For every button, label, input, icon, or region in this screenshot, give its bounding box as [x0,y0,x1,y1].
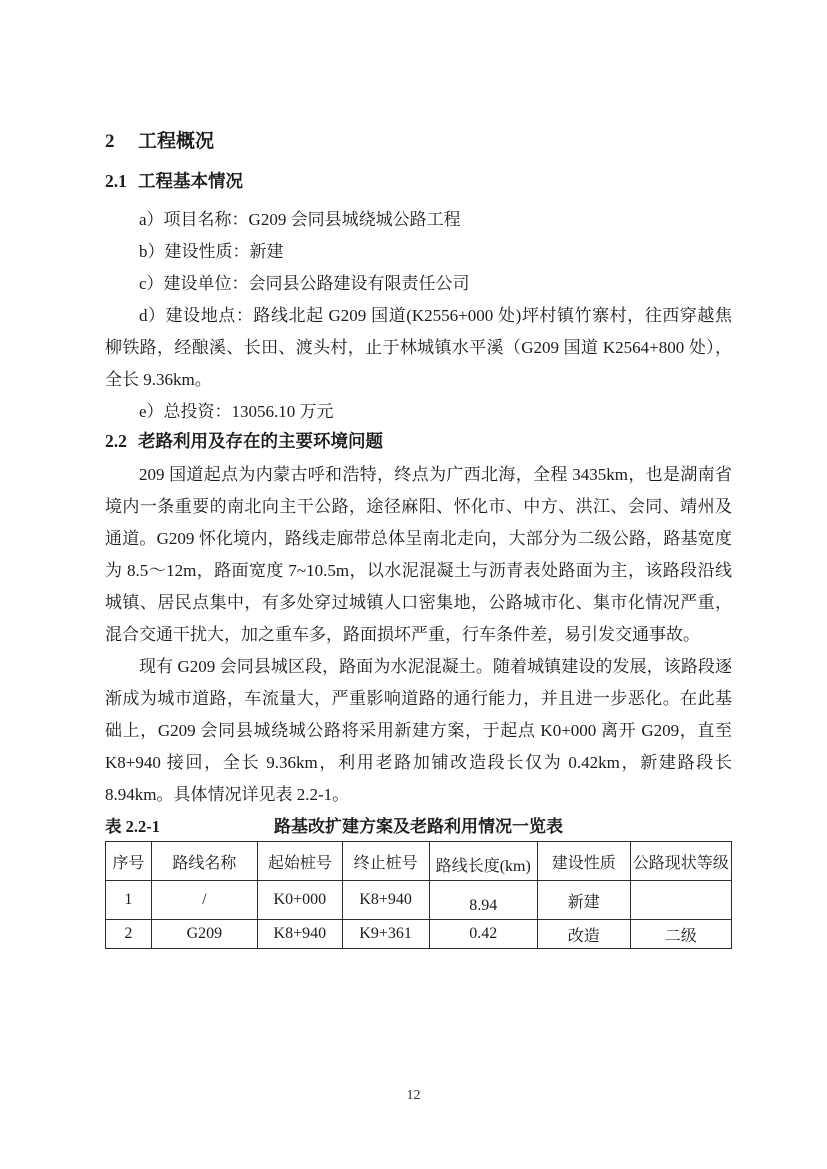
table-row [106,920,732,949]
page-content [105,128,732,949]
table-cell-end-stake: K8+940 [342,881,429,920]
list-item-d: d）建设地点：路线北起 G209 国道(K2556+000 处)坪村镇竹寨村，往西穿越焦柳铁路，经酿溪、长田、渡头村，止于林城镇水平溪（G209 国道 K2564+800 处），全长 9.36km。 [105,306,732,389]
table-cell-start-stake: K0+000 [258,881,343,920]
table-cell-seq: 1 [106,881,152,920]
table-header-construction-type: 建设性质 [537,842,630,881]
table-caption [105,815,732,839]
list-item-e: e）总投资：13056.10 万元 [139,402,334,421]
list-item-c: c）建设单位：会同县公路建设有限责任公司 [139,274,470,293]
table-header-current-grade: 公路现状等级 [630,842,731,881]
page-number: 12 [406,1088,421,1103]
table-row [106,881,732,920]
table-caption-title: 路基改扩建方案及老路利用情况一览表 [274,817,563,837]
section-2-2-title: 老路利用及存在的主要环境问题 [138,432,383,452]
table-header-seq: 序号 [106,842,152,881]
table-cell-start-stake: K8+940 [258,920,343,949]
table-header-end-stake: 终止桩号 [342,842,429,881]
list-item-b: b）建设性质：新建 [139,242,284,261]
table-cell-seq: 2 [106,920,152,949]
table-cell-end-stake: K9+361 [342,920,429,949]
table-cell-route-name: / [151,881,257,920]
section-2-1-number: 2.1 [105,171,127,191]
paragraph: 209 国道起点为内蒙古呼和浩特，终点为广西北海，全程 3435km，也是湖南省境内一条重要的南北向主干公路，途径麻阳、怀化市、中方、洪江、会同、靖州及通道。G209 怀化境内，路线走廊带总体呈南北走向，大部分为二级公路，路基宽度为 8.5～12m，路面宽度 7~10.5m，以水泥混凝土与沥青表处路面为主，该路段沿线城镇、居民点集中，有多处穿过城镇人口密集地，公路城市化、集市化情况严重，混合交通干扰大，加之重车多，路面损坏严重，行车条件差，易引发交通事故。 [105,465,732,644]
table-header-length: 路线长度(km) [429,842,537,881]
chapter-title: 工程概况 [138,130,215,152]
table-cell-length: 0.42 [429,920,537,949]
road-reconstruction-table [105,841,732,949]
chapter-number: 2 [105,131,115,152]
section-2-1-title: 工程基本情况 [138,172,243,192]
table-cell-construction-type: 新建 [537,881,630,920]
table-cell-current-grade [630,881,731,920]
table-cell-current-grade: 二级 [630,920,731,949]
table-cell-length: 8.94 [429,881,537,920]
table-header-row [106,842,732,881]
section-heading-2-1 [105,168,732,195]
table-caption-label: 表 2.2-1 [105,817,160,836]
chapter-heading [105,128,732,155]
table-header-start-stake: 起始桩号 [258,842,343,881]
table-cell-construction-type: 改造 [537,920,630,949]
section-2-2-number: 2.2 [105,431,127,451]
list-item-a: a）项目名称：G209 会同县城绕城公路工程 [139,210,461,229]
table-cell-route-name: G209 [151,920,257,949]
paragraph: 现有 G209 会同县城区段，路面为水泥混凝土。随着城镇建设的发展，该路段逐渐成为城市道路，车流量大，严重影响道路的通行能力，并且进一步恶化。在此基础上，G209 会同县城绕城公路将采用新建方案，于起点 K0+000 离开 G209，直至 K8+940 接回，全长 9.36km，利用老路加铺改造段长仅为 0.42km，新建路段长 8.94km。具体情况详见表 2.2-1。 [105,657,732,804]
table-header-route-name: 路线名称 [151,842,257,881]
section-heading-2-2 [105,428,732,455]
